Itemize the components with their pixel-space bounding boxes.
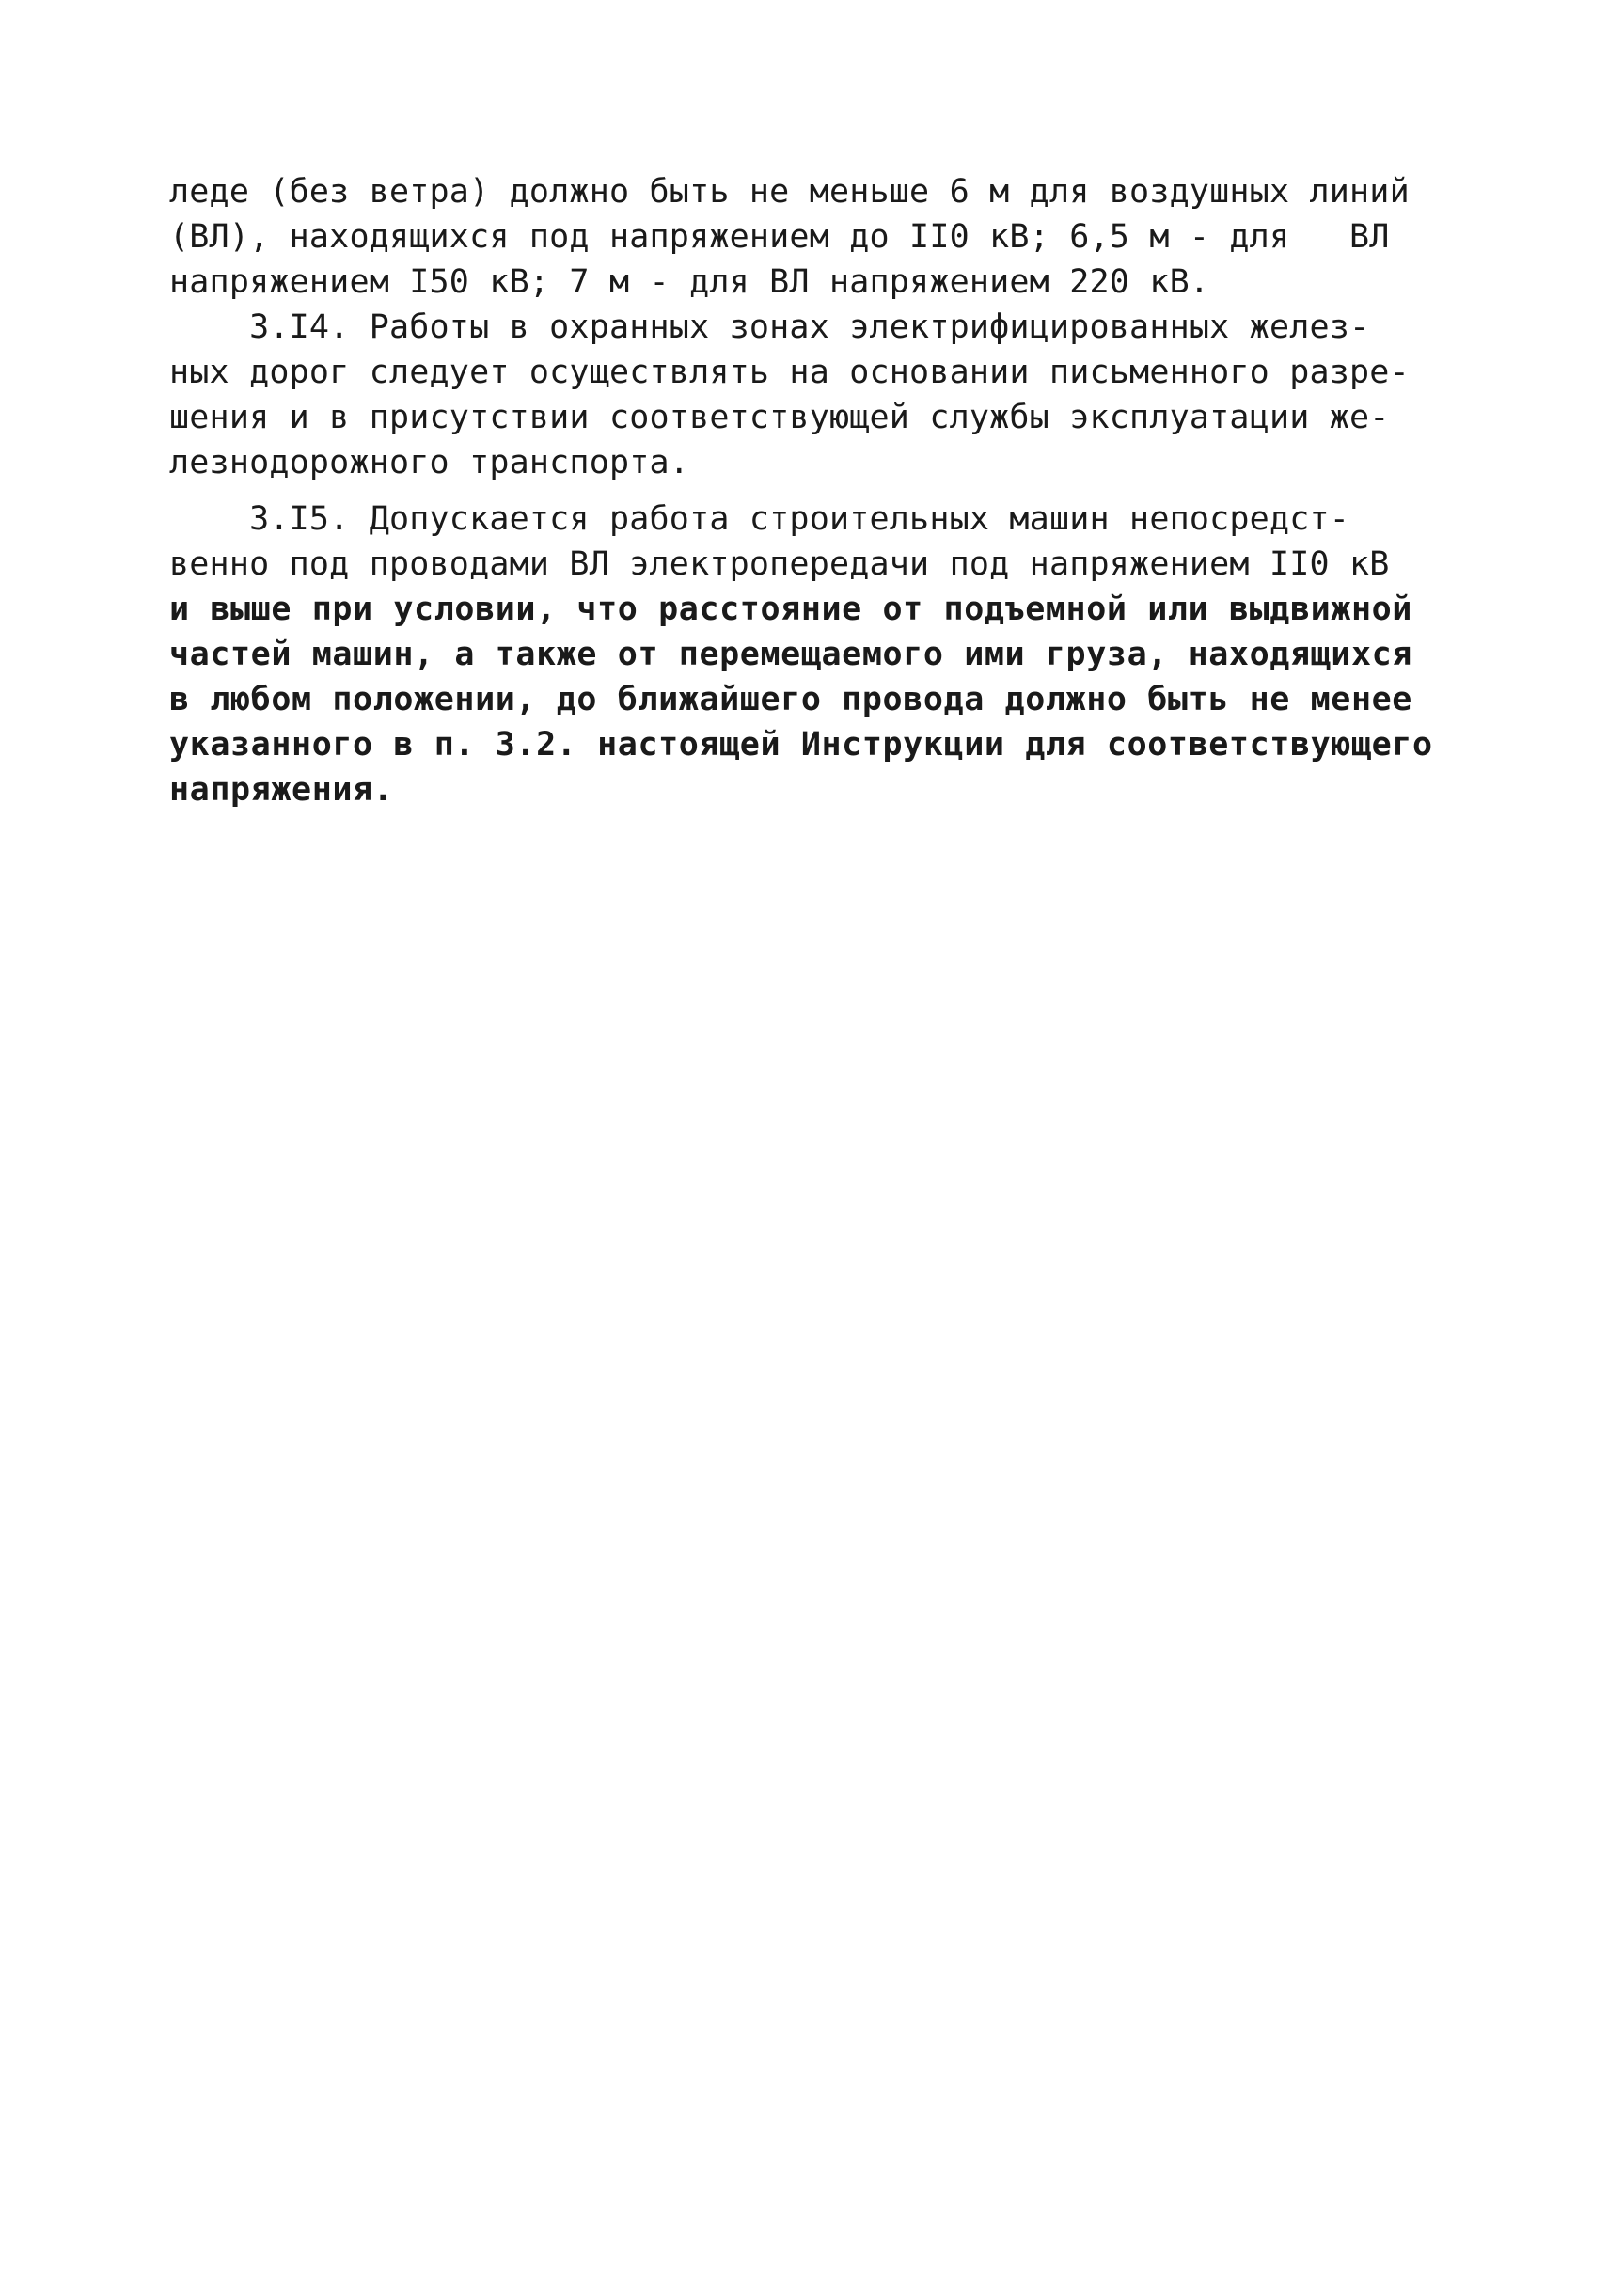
paragraph-3-15-line: напряжения.: [169, 771, 394, 809]
paragraph-3-15-line: 3.I5. Допускается работа строительных машин непосредст-: [169, 500, 1350, 538]
text-line: напряжением I50 кВ; 7 м - для ВЛ напряжением 220 кВ.: [169, 263, 1210, 301]
paragraph-3-15-line: и выше при условии, что расстояние от подъемной или выдвижной: [169, 591, 1412, 628]
paragraph-3-14-line: лезнодорожного транспорта.: [169, 444, 690, 481]
paragraph-3-14-line: шения и в присутствии соответствующей службы эксплуатации же-: [169, 399, 1390, 436]
paragraph-3-14-line: 3.I4. Работы в охранных зонах электрифицированных желез-: [169, 308, 1370, 346]
paragraph-3-14-line: ных дорог следует осуществлять на основании письменного разре-: [169, 354, 1410, 391]
paragraph-3-15-line: венно под проводами ВЛ электропередачи под напряжением II0 кВ: [169, 545, 1390, 583]
text-block-continuation: [169, 169, 1410, 485]
paragraph-3-15-line: в любом положении, до ближайшего провода должно быть не менее: [169, 681, 1412, 718]
paragraph-3-15-line: указанного в п. 3.2. настоящей Инструкции для соответствующего: [169, 726, 1433, 764]
paragraph-3-15: [169, 496, 1433, 812]
text-line: (ВЛ), находящихся под напряжением до II0 кВ; 6,5 м - для ВЛ: [169, 218, 1390, 256]
paragraph-3-15-line: частей машин, а также от перемещаемого ими груза, находящихся: [169, 636, 1412, 673]
text-line: леде (без ветра) должно быть не меньше 6 м для воздушных линий: [169, 173, 1410, 211]
